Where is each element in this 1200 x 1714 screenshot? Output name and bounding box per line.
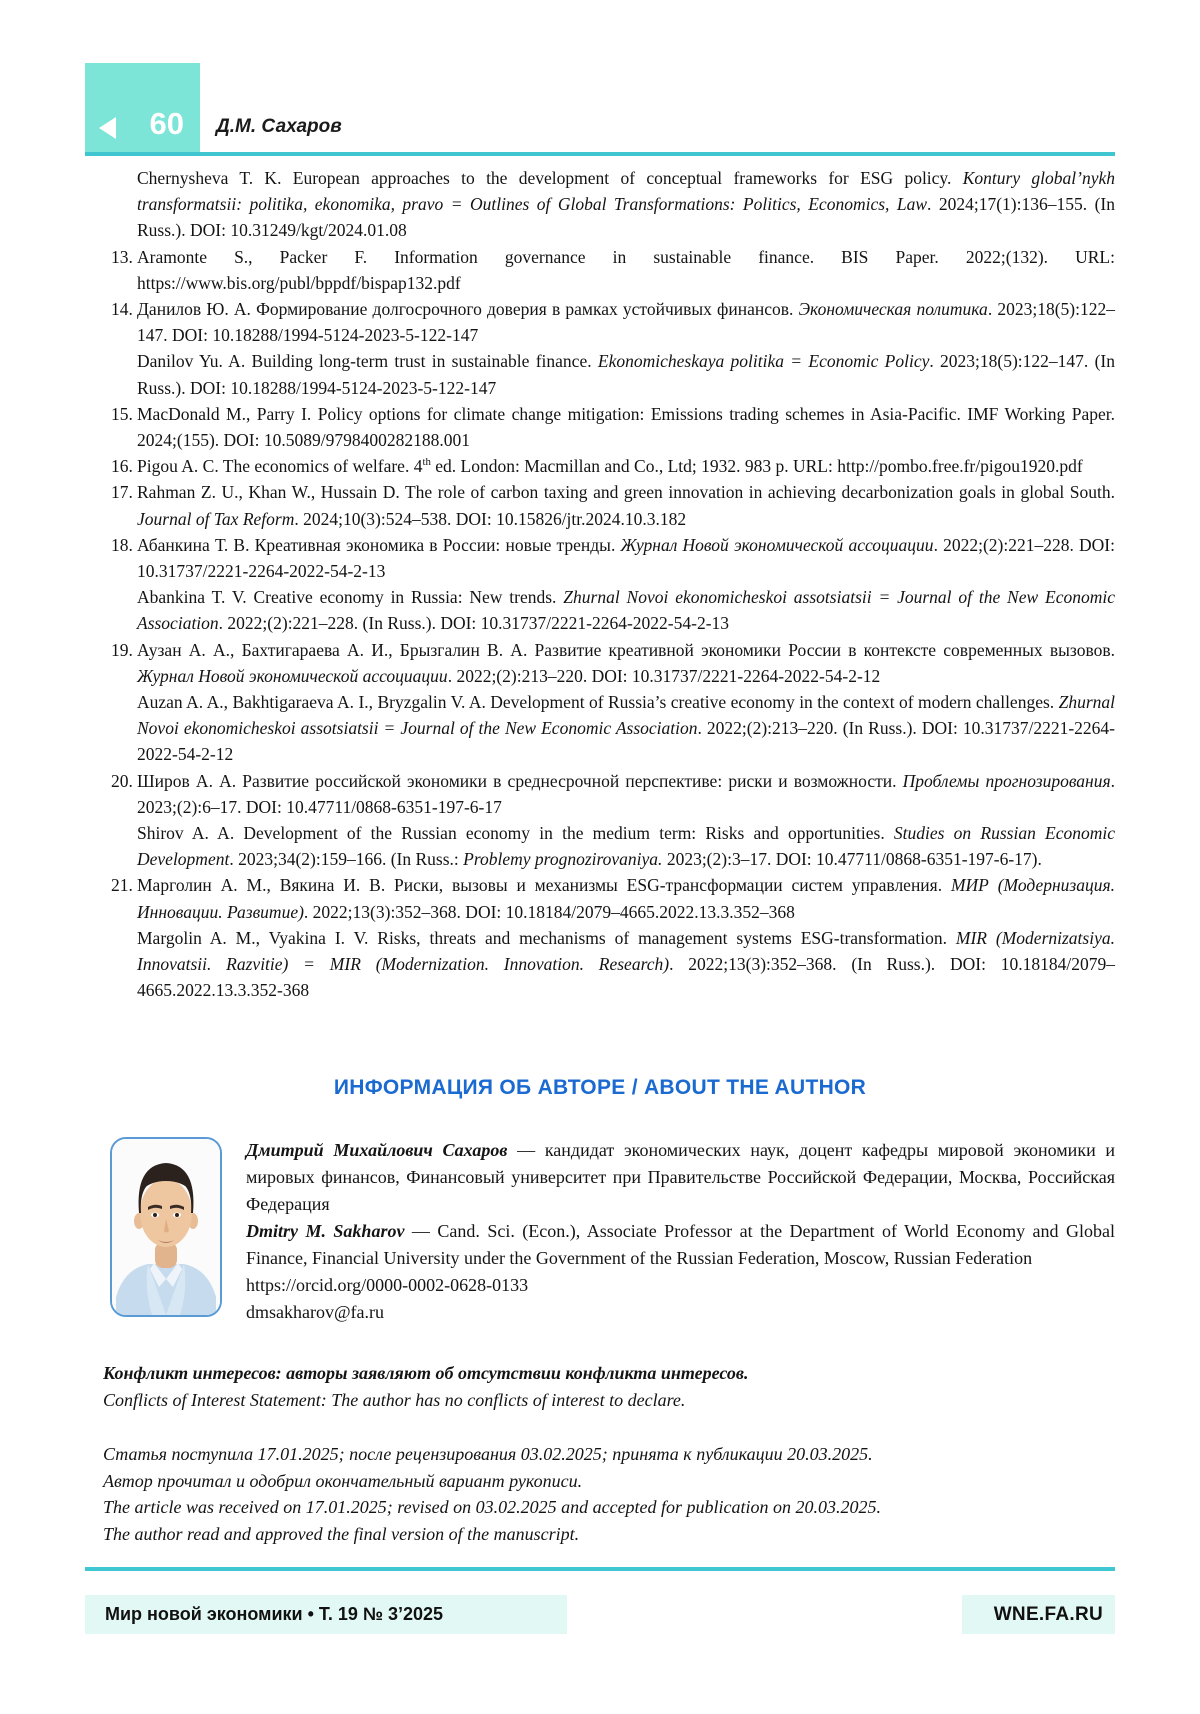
reference-item [85,637,1115,768]
about-author-heading: ИНФОРМАЦИЯ ОБ АВТОРЕ / ABOUT THE AUTHOR [333,1076,867,1099]
reference-item [85,296,1115,401]
author-bio-column [246,1137,1115,1326]
reference-item [85,401,1115,453]
reference-item [85,165,1115,244]
reference-number: 21. [111,875,133,896]
reference-text: Pigou A. C. The economics of welfare. 4th ed. London: Macmillan and Co., Ltd; 1932. 983 p. URL: http://pombo.free.fr/pigou1920.pdf [137,456,1083,477]
author-block [110,1137,1115,1326]
reference-number [85,165,137,244]
dates-ru-line2: Автор прочитал и одобрил окончательный вариант рукописи. [103,1470,583,1491]
reference-item [85,479,1115,531]
dates-ru-line1: Статья поступила 17.01.2025; после рецензирования 03.02.2025; принята к публикации 20.03.2025. [103,1444,873,1464]
reference-text: Абанкина Т. В. Креативная экономика в России: новые тренды. Журнал Новой экономической ассоциации. 2022;(2):221–228. DOI: 10.31737/2221-2264-2022-54-2-13 Abankina T. V. Creative economy in Russia: New trends. Zhurnal Novoi ekonomicheskoi assotsiatsii = Journal of the New Economic Association. 2022;(2):221–228. (In Russ.). DOI: 10.31737/2221-2264-2022-54-2-13 [137,534,1115,634]
reference-text: Марголин А. М., Вякина И. В. Риски, вызовы и механизмы ESG-трансформации систем управления. МИР (Модернизация. Инновации. Развитие). 2022;13(3):352–368. DOI: 10.18184/2079–4665.2022.13.3.352–368 Margolin A. M., Vyakina I. V. Risks, threats and mechanisms of management systems ESG-transformation. MIR (Modernizatsiya. Innovatsii. Razvitie) = MIR (Modernization. Innovation. Research). 2022;13(3):352–368. (In Russ.). DOI: 10.18184/2079–4665.2022.13.3.352-368 [137,875,1115,1001]
references-list [85,165,1115,1004]
footer-rule [85,1567,1115,1571]
dates-en-line1: The article was received on 17.01.2025; revised on 03.02.2025 and accepted for publication on 20.03.2025. [103,1497,882,1517]
reference-item [85,872,1115,1003]
email[interactable]: dmsakharov@fa.ru [246,1302,385,1322]
page-number: 60 [149,106,184,141]
reference-number: 18. [111,534,133,555]
author-photo [110,1137,222,1317]
reference-number: 20. [111,770,133,791]
reference-text: Aramonte S., Packer F. Information governance in sustainable finance. BIS Paper. 2022;(132). URL: https://www.bis.org/publ/bppdf/bispap132.pdf [137,246,1115,293]
reference-number: 17. [111,482,133,503]
reference-number: 14. [111,299,133,320]
back-arrow-icon[interactable] [99,117,116,139]
reference-number: 19. [111,639,133,660]
conflict-statement-en: Conflicts of Interest Statement: The author has no conflicts of interest to declare. [103,1389,686,1410]
reference-item [85,768,1115,873]
reference-item [85,244,1115,296]
orcid-link[interactable]: https://orcid.org/0000-0002-0628-0133 [246,1275,529,1295]
reference-text: Широв А. А. Развитие российской экономики в среднесрочной перспективе: риски и возможности. Проблемы прогнозирования. 2023;(2):6–17. DOI: 10.47711/0868-6351-197-6-17 Shirov A. A. Development of the Russian economy in the medium term: Risks and opportunities. Studies on Russian Economic Development. 2023;34(2):159–166. (In Russ.: Problemy prognozirovaniya. 2023;(2):3–17. DOI: 10.47711/0868-6351-197-6-17). [137,770,1116,870]
author-bio [246,1137,1115,1272]
reference-text: Аузан А. А., Бахтигараева А. И., Брызгалин В. А. Развитие креативной экономики России в контексте современных вызовов. Журнал Новой экономической ассоциации. 2022;(2):213–220. DOI: 10.31737/2221-2264-2022-54-2-12 Auzan A. A., Bakhtigaraeva A. I., Bryzgalin V. A. Development of Russia’s creative economy in the context of modern challenges. Zhurnal Novoi ekonomicheskoi assotsiatsii = Journal of the New Economic Association. 2022;(2):213–220. (In Russ.). DOI: 10.31737/2221-2264-2022-54-2-12 [137,639,1115,765]
article-dates [103,1441,1115,1547]
bio-paragraph: Дмитрий Михайлович Сахаров — кандидат экономических наук, доцент кафедры мировой экономики и мировых финансов, Финансовый университет при Правительстве Российской Федерации, Москва, Российская Федерация [246,1140,1116,1214]
reference-number: 13. [111,246,133,267]
footer-journal-label: Мир новой экономики • Т. 19 № 3’2025 [85,1595,567,1634]
reference-number: 15. [111,403,133,424]
header-rule [85,152,1115,156]
conflict-statements [103,1360,1115,1413]
reference-number: 16. [111,456,133,477]
footer-site-link[interactable]: WNE.FA.RU [962,1595,1115,1634]
author-portrait-illustration [112,1139,220,1315]
reference-item [85,532,1115,637]
page-number-box [85,63,200,154]
bio-paragraph: Dmitry M. Sakharov — Cand. Sci. (Econ.), Associate Professor at the Department of World Economy and Global Finance, Financial University under the Government of the Russian Federation, Moscow, Russian Federation [246,1221,1115,1268]
reference-item [85,453,1115,479]
reference-text: Данилов Ю. А. Формирование долгосрочного доверия в рамках устойчивых финансов. Экономическая политика. 2023;18(5):122–147. DOI: 10.18288/1994-5124-2023-5-122-147 Danilov Yu. A. Building long-term trust in sustainable finance. Ekonomicheskaya politika = Economic Policy. 2023;18(5):122–147. (In Russ.). DOI: 10.18288/1994-5124-2023-5-122-147 [137,299,1115,398]
reference-text: Chernysheva T. K. European approaches to the development of conceptual frameworks for ESG policy. Kontury global’nykh transformatsii: politika, ekonomika, pravo = Outlines of Global Transformations: Politics, Economics, Law. 2024;17(1):136–155. (In Russ.). DOI: 10.31249/kgt/2024.01.08 [137,168,1115,241]
running-head-author: Д.М. Сахаров [216,116,342,137]
dates-en-line2: The author read and approved the final version of the manuscript. [103,1523,580,1544]
conflict-statement-ru: Конфликт интересов: авторы заявляют об отсутствии конфликта интересов. [103,1363,749,1383]
reference-text: MacDonald M., Parry I. Policy options for climate change mitigation: Emissions trading schemes in Asia-Pacific. IMF Working Paper. 2024;(155). DOI: 10.5089/9798400282188.001 [137,403,1115,451]
reference-text: Rahman Z. U., Khan W., Hussain D. The role of carbon taxing and green innovation in achieving decarbonization goals in global South. Journal of Tax Reform. 2024;10(3):524–538. DOI: 10.15826/jtr.2024.10.3.182 [137,482,1115,529]
